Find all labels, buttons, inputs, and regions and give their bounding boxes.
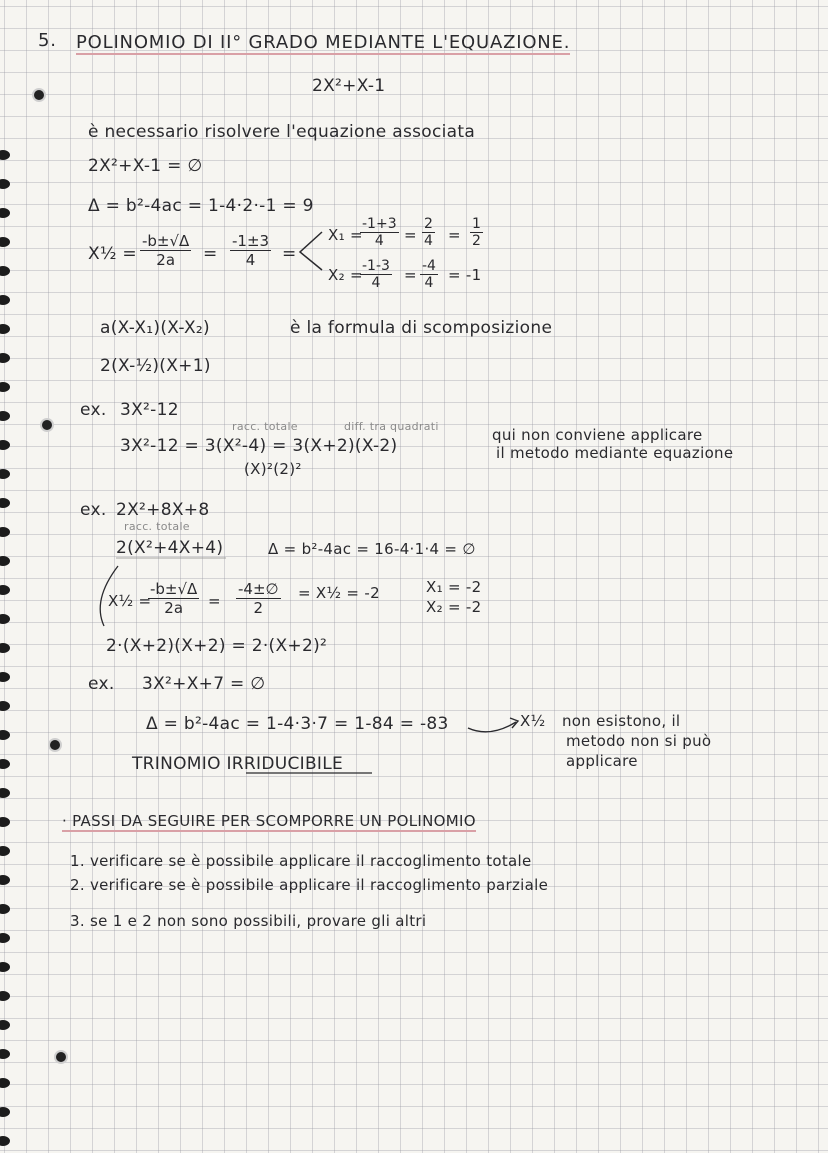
example-2-x12-label: X½ = [108,592,152,610]
substitution: $\frac{-1\pm 3}{4}$ [232,232,270,269]
irreducible-conclusion: TRINOMIO IRRIDUCIBILE [132,754,344,774]
delta-calc: Δ = b²-4ac = 1-4·2·-1 = 9 [88,196,314,216]
example-1-comment-2: il metodo mediante equazione [496,444,734,462]
example-1-note-squares: diff. tra quadrati [344,420,439,433]
x2-fraction: $\frac{-1-3}{4}$ [362,258,390,291]
x1-fraction: $\frac{-1+3}{4}$ [362,216,397,249]
equals-sign: = [282,244,297,264]
polynomial: 2X²+X-1 [312,76,386,96]
example-2-result: = X½ = -2 [298,584,380,602]
example-2-delta: Δ = b²-4ac = 16-4·1·4 = ∅ [268,540,476,558]
example-3-note-3: applicare [566,752,638,770]
example-3-note-1: non esistono, il [562,712,681,730]
example-1-comment-1: qui non conviene applicare [492,426,703,444]
example-1-note-collect: racc. totale [232,420,298,433]
x2-step: $\frac{-4}{4}$ [422,258,436,291]
x12-label: X½ = [88,244,137,264]
factor-result: 2(X-½)(X+1) [100,356,211,376]
x1-step: $\frac{2}{4}$ [424,216,433,249]
equals-sign: = [208,592,221,610]
step-3: 3. se 1 e 2 non sono possibili, provare gli altri [70,912,427,930]
example-3-label: ex. [88,674,115,694]
example-2-final: 2·(X+2)(X+2) = 2·(X+2)² [106,636,328,656]
equals-sign: = [203,244,218,264]
factor-note: è la formula di scomposizione [290,318,553,338]
example-3-note-2: metodo non si può [566,732,712,750]
step-1: 1. verificare se è possibile applicare il raccoglimento totale [70,852,532,870]
example-3-expr: 3X²+X+7 = ∅ [142,674,266,694]
example-3-delta: Δ = b²-4ac = 1-4·3·7 = 1-84 = -83 [146,714,449,734]
example-2-expr: 2X²+8X+8 [116,500,210,520]
example-1-line: 3X²-12 = 3(X²-4) = 3(X+2)(X-2) [120,436,398,456]
example-2-formula: $\frac{-b\pm√\Delta}{2a}$ [150,580,198,617]
ex2-curve-arrow [100,566,118,626]
branch-bracket [300,232,322,270]
equals-sign: = [448,226,461,244]
step-2: 2. verificare se è possibile applicare il raccoglimento parziale [70,876,549,894]
example-2-label: ex. [80,500,107,520]
section-number: 5. [38,30,57,51]
x1-result: $\frac{1}{2}$ [472,216,481,249]
example-3-arrow-label: X½ [520,712,546,730]
example-2-collected: 2(X²+4X+4) [116,538,224,558]
x2-label: X₂ = [328,266,363,284]
nonexist-arrow [468,722,516,732]
example-2-x1: X₁ = -2 [426,578,482,596]
example-1-label: ex. [80,400,107,420]
factor-formula: a(X-X₁)(X-X₂) [100,318,210,338]
example-2-note: racc. totale [124,520,190,533]
steps-title: · PASSI DA SEGUIRE PER SCOMPORRE UN POLINOMIO [62,812,476,830]
section-title: POLINOMIO DI II° GRADO MEDIANTE L'EQUAZIONE. [76,32,571,53]
equals-sign: = [404,226,417,244]
equals-sign: = [404,266,417,284]
example-2-x2: X₂ = -2 [426,598,482,616]
example-1-expr: 3X²-12 [120,400,179,420]
associated-equation: 2X²+X-1 = ∅ [88,156,203,176]
example-2-subst: $\frac{-4\pm\emptyset}{2}$ [238,580,279,617]
quadratic-formula: $\frac{-b\pm√\Delta}{2a}$ [142,232,190,269]
intro-text: è necessario risolvere l'equazione associata [88,122,476,142]
x2-result: = -1 [448,266,482,284]
example-1-squares: (X)²(2)² [244,460,302,478]
x1-label: X₁ = [328,226,363,244]
